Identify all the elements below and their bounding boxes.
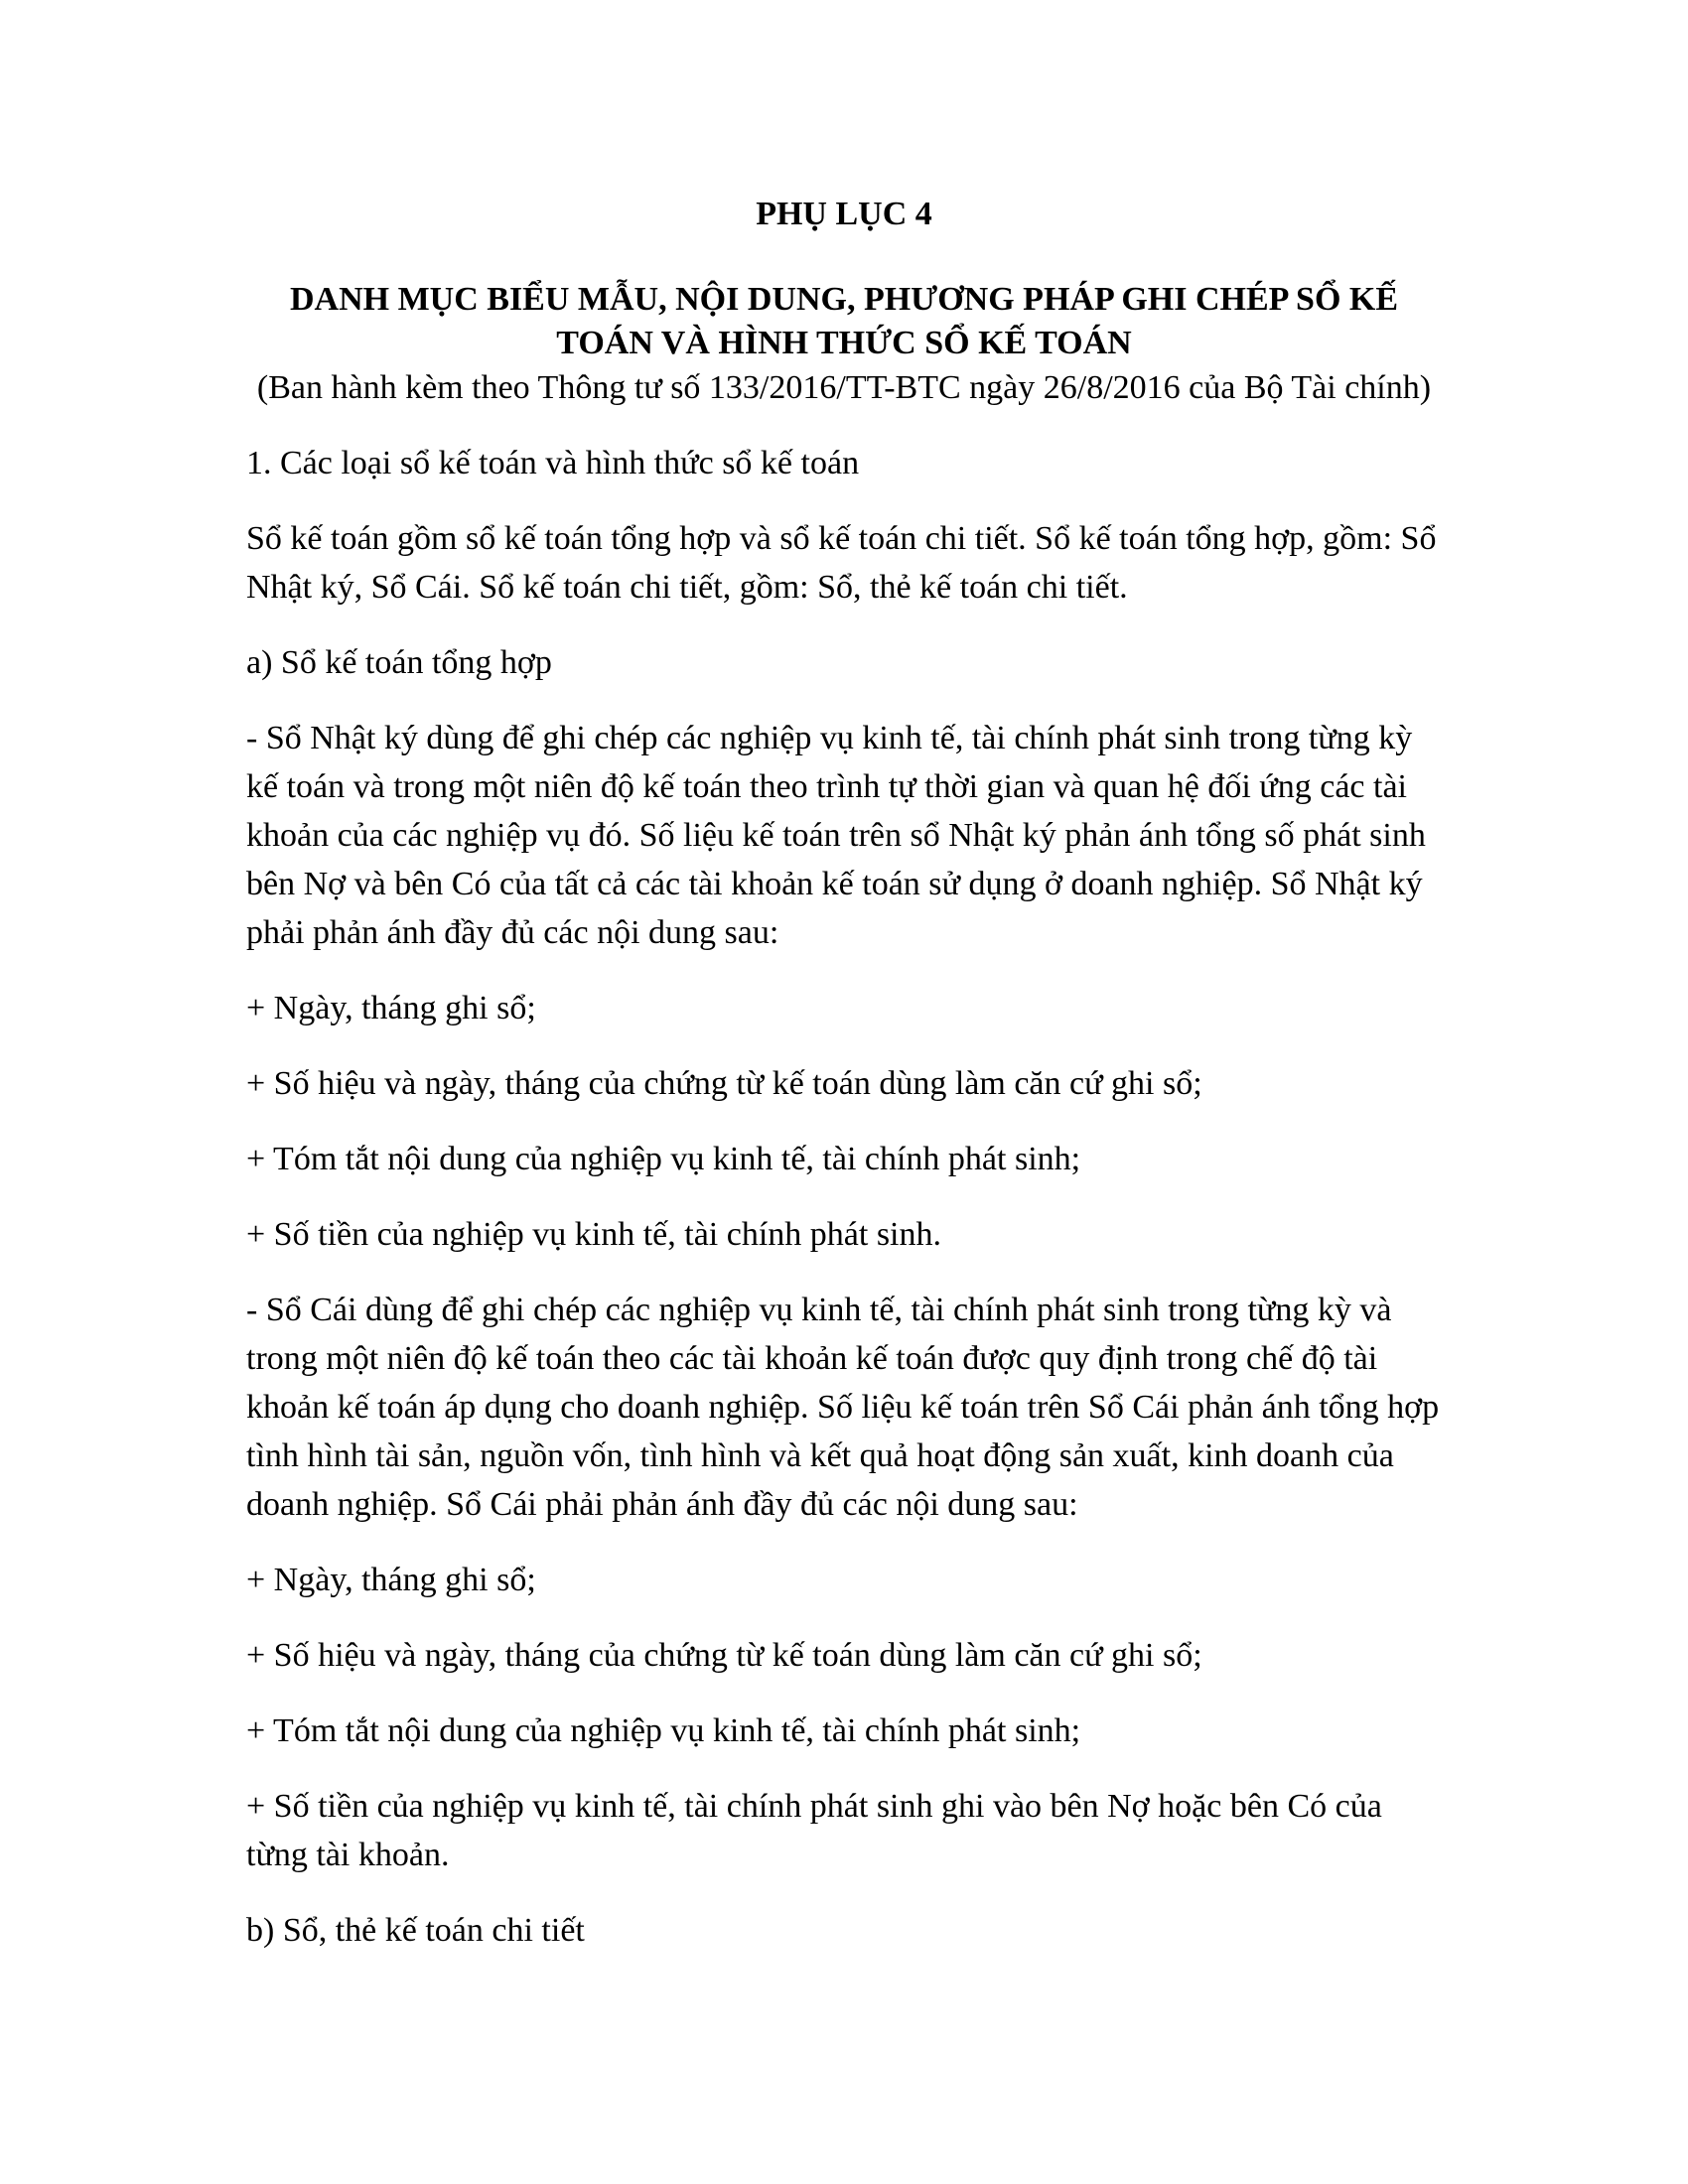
paragraph-so-cai: - Sổ Cái dùng để ghi chép các nghiệp vụ kinh tế, tài chính phát sinh trong từng kỳ và trong một niên độ kế toán theo các tài khoản kế toán được quy định trong chế độ tài khoản kế toán áp dụng cho doanh nghiệp. Số liệu kế toán trên Sổ Cái phản ánh tổng hợp tình hình tài sản, nguồn vốn, tình hình và kết quả hoạt động sản xuất, kinh doanh của doanh nghiệp. Sổ Cái phải phản ánh đầy đủ các nội dung sau: [246,1292,1440,1523]
subsection-heading-a: a) Sổ kế toán tổng hợp [246,644,552,681]
section-heading-1: 1. Các loại sổ kế toán và hình thức sổ kế toán [246,445,860,481]
paragraph-nhat-ky: - Sổ Nhật ký dùng để ghi chép các nghiệp vụ kinh tế, tài chính phát sinh trong từng kỳ kế toán và trong một niên độ kế toán theo trình tự thời gian và quan hệ đối ứng các tài khoản của các nghiệp vụ đó. Số liệu kế toán trên sổ Nhật ký phản ánh tổng số phát sinh bên Nợ và bên Có của tất cả các tài khoản kế toán sử dụng ở doanh nghiệp. Sổ Nhật ký phải phản ánh đầy đủ các nội dung sau: [246,720,1426,951]
list-item: + Số tiền của nghiệp vụ kinh tế, tài chính phát sinh. [246,1216,942,1253]
list-item: + Tóm tắt nội dung của nghiệp vụ kinh tế, tài chính phát sinh; [246,1712,1081,1749]
list-item: + Ngày, tháng ghi sổ; [246,990,536,1026]
document-page [246,195,1442,1981]
document-subtitle: (Ban hành kèm theo Thông tư số 133/2016/TT-BTC ngày 26/8/2016 của Bộ Tài chính) [256,369,1432,406]
list-item: + Số hiệu và ngày, tháng của chứng từ kế toán dùng làm căn cứ ghi sổ; [246,1065,1202,1102]
list-item: + Số tiền của nghiệp vụ kinh tế, tài chính phát sinh ghi vào bên Nợ hoặc bên Có của từng tài khoản. [246,1788,1382,1873]
list-item: + Tóm tắt nội dung của nghiệp vụ kinh tế, tài chính phát sinh; [246,1141,1081,1177]
subsection-heading-b: b) Sổ, thẻ kế toán chi tiết [246,1912,585,1949]
list-item: + Số hiệu và ngày, tháng của chứng từ kế toán dùng làm căn cứ ghi sổ; [246,1637,1202,1674]
paragraph-overview: Sổ kế toán gồm sổ kế toán tổng hợp và sổ kế toán chi tiết. Sổ kế toán tổng hợp, gồm: Sổ Nhật ký, Sổ Cái. Sổ kế toán chi tiết, gồm: Sổ, thẻ kế toán chi tiết. [246,520,1437,606]
list-item: + Ngày, tháng ghi sổ; [246,1562,536,1598]
appendix-title: PHỤ LỤC 4 [756,196,932,232]
document-title: DANH MỤC BIỂU MẪU, NỘI DUNG, PHƯƠNG PHÁP GHI CHÉP SỔ KẾ TOÁN VÀ HÌNH THỨC SỔ KẾ TOÁN [289,281,1399,361]
